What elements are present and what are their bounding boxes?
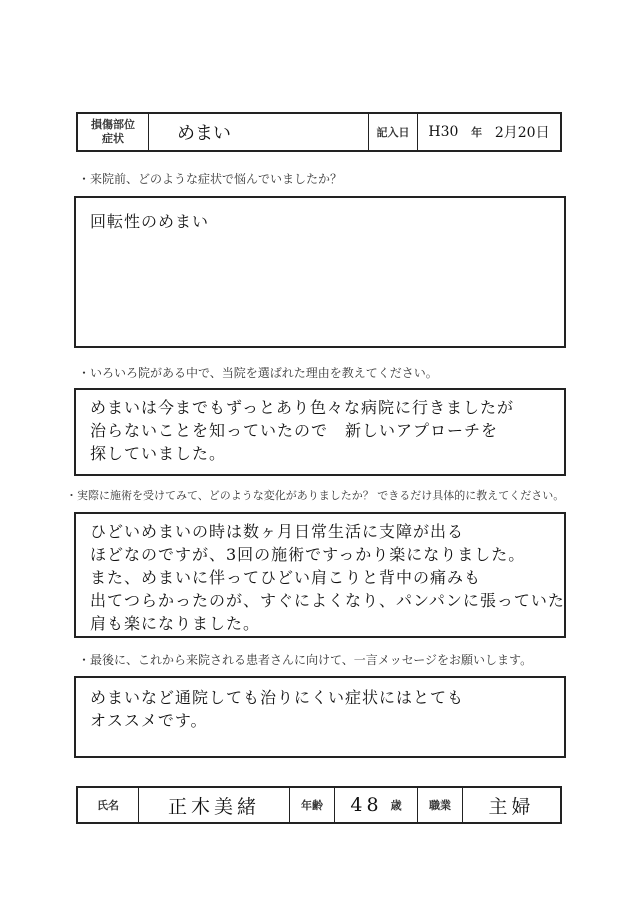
job-label: 職業 [418,788,463,822]
question-3: ・実際に施術を受けてみて、どのような変化がありましたか？ できるだけ具体的に教えてください。 [66,489,565,502]
injury-label-cell [78,114,149,150]
job-value: 主婦 [488,795,535,818]
answer-3-line: ひどいめまいの時は数ヶ月日常生活に支障が出る [90,522,465,541]
date-year-unit: 年 [471,126,483,139]
answer-4-line: オススメです。 [90,711,208,730]
answer-3-line: ほどなのですが、3回の施術ですっかり楽になりました。 [90,545,526,564]
footer-row [76,786,562,824]
question-2: ・いろいろ院がある中で、当院を選ばれた理由を教えてください。 [78,366,438,380]
injury-label-line2: 症状 [102,132,124,145]
answer-box-3 [74,512,566,638]
age-label: 年齢 [290,788,335,822]
date-value-cell [418,114,560,150]
answer-box-1 [74,196,566,348]
header-row [76,112,562,152]
answer-3-line: また、めまいに伴ってひどい肩こりと背中の痛みも [90,568,482,587]
answer-4-line: めまいなど通院しても治りにくい症状にはとても [90,688,465,707]
age-value: 48 [350,794,383,816]
name-label: 氏名 [78,788,139,822]
answer-box-4 [74,676,566,758]
answer-box-2 [74,388,566,476]
answer-2-line: 治らないことを知っていたので 新しいアプローチを [90,421,499,440]
date-era-year: H30 [428,124,459,140]
answer-2-line: 探していました。 [90,444,227,463]
name-value: 正木美緒 [139,788,290,822]
answer-3-line: 肩も楽になりました。 [90,614,261,633]
age-unit: 歳 [390,799,402,812]
answer-3-line: 出てつらかったのが、すぐによくなり、パンパンに張っていた [90,591,565,610]
date-month-day: 2月20日 [494,125,550,141]
question-1: ・来院前、どのような症状で悩んでいましたか？ [78,172,343,186]
date-label: 記入日 [369,114,418,150]
answer-2-line: めまいは今までもずっとあり色々な病院に行きましたが [90,398,515,417]
age-cell [335,788,418,822]
injury-value: めまい [149,114,369,150]
answer-1-line: 回転性のめまい [90,212,210,231]
injury-label-line1: 損傷部位 [91,118,135,131]
question-4: ・最後に、これから来院される患者さんに向けて、一言メッセージをお願いします。 [78,653,533,667]
